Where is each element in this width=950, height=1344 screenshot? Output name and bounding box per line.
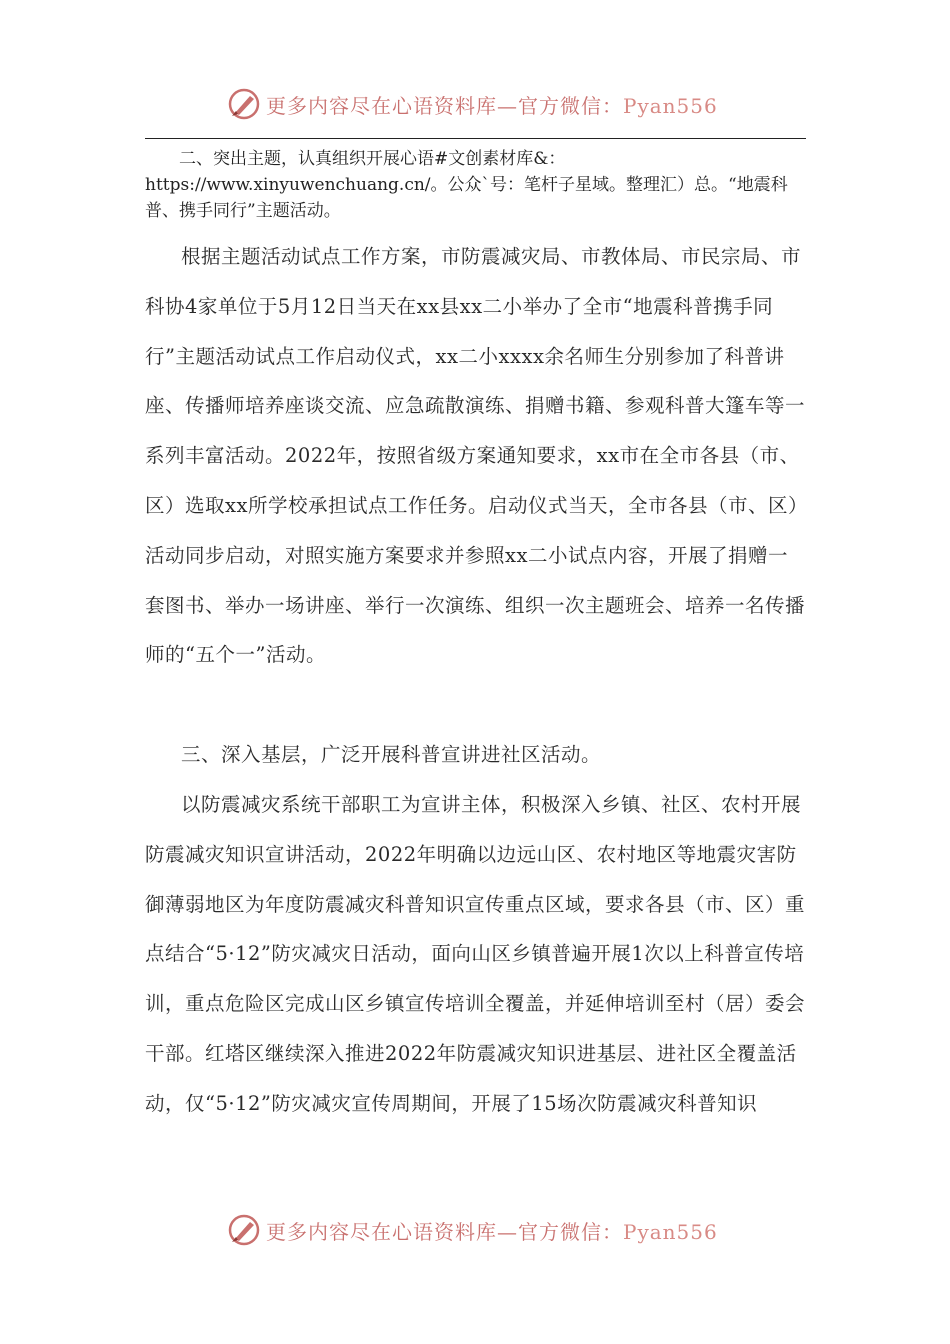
header-banner — [0, 84, 950, 124]
banner-text — [266, 90, 718, 119]
pen-nib-icon — [226, 86, 262, 122]
footer-banner — [0, 1210, 950, 1250]
banner-brand: Pyan556 — [623, 94, 718, 118]
section-3-heading: 三、深入基层，广泛开展科普宣讲进社区活动。 — [181, 743, 602, 766]
banner-text — [266, 1216, 718, 1245]
section-2-body: 根据主题活动试点工作方案，市防震减灾局、市教体局、市民宗局、市科协4家单位于5月12日当天在xx县xx二小举办了全市“地震科普携手同行”主题活动试点工作启动仪式，xx二小xxxx余名师生分别参加了科普讲座、传播师培养座谈交流、应急疏散演练、捐赠书籍、参观科普大篷车等一系列丰富活动。2022年，按照省级方案通知要求，xx市在全市各县（市、区）选取xx所学校承担试点工作任务。启动仪式当天，全市各县（市、区）活动同步启动，对照实施方案要求并参照xx二小试点内容，开展了捐赠一套图书、举办一场讲座、举行一次演练、组织一次主题班会、培养一名传播师的“五个一”活动。 — [145, 245, 806, 667]
banner-brand: Pyan556 — [623, 1220, 718, 1244]
banner-label: 更多内容尽在心语资料库—官方微信： — [266, 1220, 623, 1244]
section-2-heading: 二、突出主题，认真组织开展心语#文创素材库&：https://www.xinyuwenchuang.cn/。公众`号：笔杆子星域。整理汇）总。“地震科普、携手同行”主题活动。 — [145, 149, 788, 221]
pen-nib-icon — [226, 1212, 262, 1248]
header-divider — [145, 138, 806, 139]
banner-label: 更多内容尽在心语资料库—官方微信： — [266, 94, 623, 118]
section-3-body: 以防震减灾系统干部职工为宣讲主体，积极深入乡镇、社区、农村开展防震减灾知识宣讲活动，2022年明确以边远山区、农村地区等地震灾害防御薄弱地区为年度防震减灾科普知识宣传重点区域，要求各县（市、区）重点结合“5·12”防灾减灾日活动，面向山区乡镇普遍开展1次以上科普宣传培训，重点危险区完成山区乡镇宣传培训全覆盖，并延伸培训至村（居）委会干部。红塔区继续深入推进2022年防震减灾知识进基层、进社区全覆盖活动，仅“5·12”防灾减灾宣传周期间，开展了15场次防震减灾科普知识 — [145, 793, 806, 1115]
